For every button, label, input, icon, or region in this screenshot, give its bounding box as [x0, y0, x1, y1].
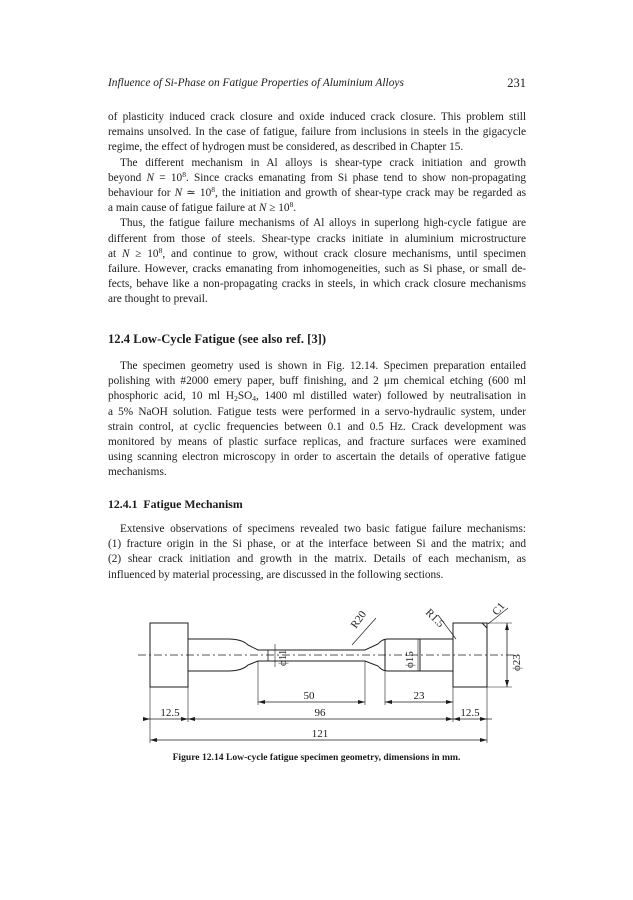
paragraph: The different mechanism in Al alloys is shear-type crack initiation and growth beyond $N = 10^8$. Since cracks emanating from Si phase tend to show non-propagating behaviour for N ≃ $10^8$, the initiation and growth of shear-type crack may be regarded as a main cause of fatigue failure at $N \ge 10^8$.: [108, 156, 526, 215]
paragraph: The specimen geometry used is shown in Fig. 12.14. Specimen preparation entailed polishing with #2000 emery paper, buff finishing, and 2 μm chemical etching (600 ml phosphoric acid, 10 ml $H_2SO_4$, 1400 ml distilled water) followed by neutralisation in a 5% NaOH solution. Fatigue tests were performed in a servo-hydraulic system, under strain control, at cyclic frequencies between 0.1 and 0.5 Hz. Crack development was monitored by means of plastic surface replicas, and fracture surfaces were examined using scanning electron microscopy in order to ascertain the details of operative fatigue mechanisms.: [108, 360, 526, 479]
section-title: Low-Cycle Fatigue (see also ref. [3]): [133, 332, 327, 346]
specimen-drawing: [120, 598, 540, 760]
page-header: [108, 77, 526, 93]
dim-inner-length: 96: [314, 707, 326, 719]
dim-c1: C1: [490, 600, 508, 618]
dim-grip-length-left: 12.5: [160, 707, 180, 719]
running-head: Influence of Si-Phase on Fatigue Properties of Aluminium Alloys: [108, 77, 404, 89]
body-text-block-1: [108, 110, 526, 308]
dim-shoulder-diameter: ϕ15: [404, 651, 416, 668]
subsection-number: 12.4.1: [108, 497, 138, 511]
dim-grip-length-right: 12.5: [460, 707, 480, 719]
dim-r20: R20: [348, 608, 369, 631]
figure-caption: Figure 12.14 Low-cycle fatigue specimen geometry, dimensions in mm.: [172, 752, 461, 763]
page-number: 231: [507, 76, 526, 90]
paragraph: Thus, the fatigue failure mechanisms of Al alloys in superlong high-cycle fatigue are different from those of steels. Shear-type cracks initiate in aluminium microstructure at $N \ge 10^8$, and continue to grow, without crack closure mechanisms, until specimen failure. However, cracks emanating from inhomogeneities, such as Si phase, or small de- fects, behave like a non-propagating cracks in steels, in which crack closure mechanisms are thought to prevail.: [108, 217, 526, 306]
body-text-block-2: [108, 359, 526, 481]
section-number: 12.4: [108, 332, 131, 346]
dim-shoulder-length: 23: [413, 690, 425, 702]
subsection-title: Fatigue Mechanism: [143, 497, 243, 511]
dim-gauge-length: 50: [303, 690, 315, 702]
paragraph: Extensive observations of specimens revealed two basic fatigue failure mechanisms: (1) fracture origin in the Si phase, or at the interface between Si and the matrix; and (2) shear crack initiation and growth in the matrix. Details of each mechanism, as influenced by material processing, are discussed in the following sections.: [108, 523, 526, 581]
paragraph: of plasticity induced crack closure and oxide induced crack closure. This problem still remains unsolved. In the case of fatigue, failure from inclusions in steels in the gigacycle regime, the effect of hydrogen must be considered, as described in Chapter 15.: [108, 111, 526, 154]
body-text-block-3: [108, 522, 526, 583]
dim-r15: R1.5: [422, 606, 447, 631]
section-heading: [108, 332, 326, 347]
dim-total-length: 121: [311, 728, 329, 740]
dim-gauge-diameter: ϕ11: [277, 649, 289, 666]
subsection-heading: [108, 497, 243, 512]
dim-grip-diameter: ϕ23: [511, 654, 523, 671]
